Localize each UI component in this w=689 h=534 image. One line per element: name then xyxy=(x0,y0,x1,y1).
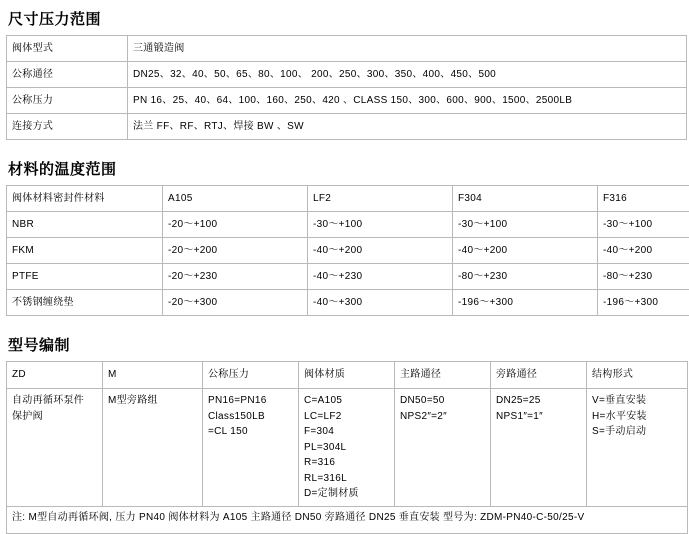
table-row xyxy=(7,212,689,238)
cell: NPS2″=2″ xyxy=(400,409,485,425)
column-header: 主路通径 xyxy=(395,362,491,389)
section-title-dimension: 尺寸压力范围 xyxy=(8,8,689,29)
cell: =CL 150 xyxy=(208,424,293,440)
row-value: DN25、32、40、50、65、80、100、 200、250、300、350、400、450、500 xyxy=(128,62,687,88)
cell: -20～+230 xyxy=(163,264,308,290)
cell: -30～+100 xyxy=(598,212,689,238)
table-note-row xyxy=(7,506,688,533)
cell: -30～+100 xyxy=(308,212,453,238)
table-header-row xyxy=(7,362,688,389)
table-row xyxy=(7,36,687,62)
model-col-body-material xyxy=(299,389,395,507)
column-header: M xyxy=(103,362,203,389)
column-header: 阀体材质 xyxy=(299,362,395,389)
row-label: 阀体型式 xyxy=(7,36,128,62)
cell: C=A105 xyxy=(304,393,389,409)
column-header: ZD xyxy=(7,362,103,389)
row-label: 连接方式 xyxy=(7,114,128,140)
table-row xyxy=(7,264,689,290)
model-coding-table xyxy=(6,361,688,534)
table-header-row xyxy=(7,186,689,212)
cell: 自动再循环泵件 xyxy=(12,393,97,409)
cell: Class150LB xyxy=(208,409,293,425)
table-row xyxy=(7,238,689,264)
cell: -80～+230 xyxy=(598,264,689,290)
cell: -20～+100 xyxy=(163,212,308,238)
model-col-pressure xyxy=(203,389,299,507)
column-header: LF2 xyxy=(308,186,453,212)
cell: -30～+100 xyxy=(453,212,598,238)
section-title-material: 材料的温度范围 xyxy=(8,158,689,179)
cell: DN25=25 xyxy=(496,393,581,409)
cell: PL=304L xyxy=(304,440,389,456)
cell: -40～+230 xyxy=(308,264,453,290)
material-temperature-table xyxy=(6,185,689,316)
cell: -20～+200 xyxy=(163,238,308,264)
dimension-pressure-table xyxy=(6,35,687,140)
cell: R=316 xyxy=(304,455,389,471)
column-header: A105 xyxy=(163,186,308,212)
cell: H=水平安装 xyxy=(592,409,682,425)
cell: -40～+200 xyxy=(453,238,598,264)
cell: D=定制材质 xyxy=(304,486,389,502)
cell: -196～+300 xyxy=(453,290,598,316)
column-header: 阀体材料密封件材料 xyxy=(7,186,163,212)
cell: -40～+200 xyxy=(598,238,689,264)
cell: -80～+230 xyxy=(453,264,598,290)
cell: -20～+300 xyxy=(163,290,308,316)
cell: S=手动启动 xyxy=(592,424,682,440)
cell: -196～+300 xyxy=(598,290,689,316)
cell: DN50=50 xyxy=(400,393,485,409)
model-col-bypass xyxy=(103,389,203,507)
model-col-structure xyxy=(587,389,688,507)
row-value: 三通锻造阀 xyxy=(128,36,687,62)
column-header: F316 xyxy=(598,186,689,212)
row-label: 公称通径 xyxy=(7,62,128,88)
row-label: 不锈钢缠绕垫 xyxy=(7,290,163,316)
column-header: F304 xyxy=(453,186,598,212)
document-page xyxy=(0,8,689,534)
model-col-main-bore xyxy=(395,389,491,507)
model-col-product xyxy=(7,389,103,507)
row-label: FKM xyxy=(7,238,163,264)
column-header: 公称压力 xyxy=(203,362,299,389)
cell: 保护阀 xyxy=(12,409,97,425)
table-row xyxy=(7,62,687,88)
cell: NPS1″=1″ xyxy=(496,409,581,425)
row-value: 法兰 FF、RF、RTJ、焊接 BW 、SW xyxy=(128,114,687,140)
cell: PN16=PN16 xyxy=(208,393,293,409)
table-row xyxy=(7,389,688,507)
row-value: PN 16、25、40、64、100、160、250、420 、CLASS 150、300、600、900、1500、2500LB xyxy=(128,88,687,114)
table-row xyxy=(7,290,689,316)
row-label: NBR xyxy=(7,212,163,238)
cell: M型旁路组 xyxy=(108,393,197,409)
row-label: 公称压力 xyxy=(7,88,128,114)
column-header: 旁路通径 xyxy=(491,362,587,389)
table-row xyxy=(7,114,687,140)
cell: F=304 xyxy=(304,424,389,440)
cell: V=垂直安装 xyxy=(592,393,682,409)
cell: -40～+300 xyxy=(308,290,453,316)
model-note: 注: M型自动再循环阀, 压力 PN40 阀体材料为 A105 主路通径 DN50 旁路通径 DN25 垂直安装 型号为: ZDM-PN40-C-50/25-V xyxy=(7,506,688,533)
model-col-bypass-bore xyxy=(491,389,587,507)
cell: -40～+200 xyxy=(308,238,453,264)
section-title-model: 型号编制 xyxy=(8,334,689,355)
table-row xyxy=(7,88,687,114)
row-label: PTFE xyxy=(7,264,163,290)
cell: LC=LF2 xyxy=(304,409,389,425)
cell: RL=316L xyxy=(304,471,389,487)
column-header: 结构形式 xyxy=(587,362,688,389)
